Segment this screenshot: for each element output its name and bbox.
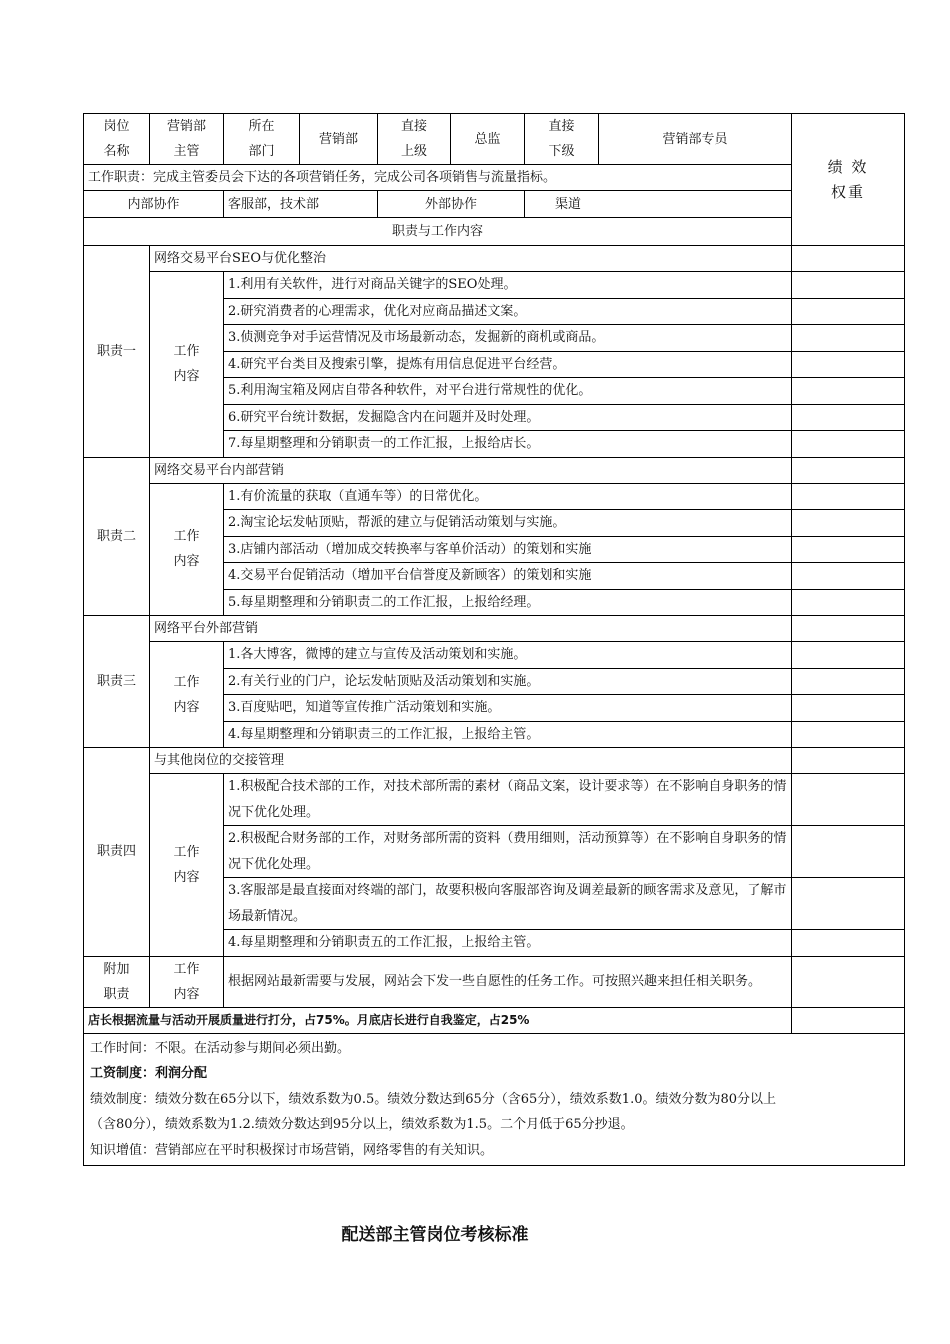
duty-item: 3.百度贴吧，知道等宣传推广活动策划和实施。: [224, 695, 792, 722]
work-content-label: 工作 内容: [150, 642, 224, 748]
work-time: 工作时间：不限。在活动参与期间必须出勤。: [90, 1040, 351, 1056]
duty-item: 3.侦测竞争对手运营情况及市场最新动态，发掘新的商机或商品。: [224, 325, 792, 352]
work-content-label: 工作 内容: [150, 483, 224, 616]
duty-title: 与其他岗位的交接管理: [150, 748, 792, 774]
weight-cell: [792, 457, 905, 483]
weight-cell: [792, 483, 905, 510]
duty-item: 3.客服部是最直接面对终端的部门，故要积极向客服部咨询及调差最新的顾客需求及意见，了解市场最新情况。: [224, 878, 792, 930]
duty-name: 职责一: [84, 246, 150, 458]
duty-item-row: [84, 642, 905, 669]
superior-label: 直接 上级: [378, 114, 451, 165]
duty-name: 职责三: [84, 616, 150, 748]
footer-notes: [84, 1033, 905, 1166]
weight-cell: [792, 272, 905, 299]
assessment-sheet: [83, 113, 904, 1166]
external-collab-label: 外部协作: [378, 191, 525, 218]
weight-cell: [792, 930, 905, 957]
weight-cell: [792, 878, 905, 930]
knowledge-growth: 知识增值：营销部应在平时积极探讨市场营销，网络零售的有关知识。: [90, 1142, 494, 1158]
duty-item: 1.各大博客，微博的建立与宣传及活动策划和实施。: [224, 642, 792, 669]
dept-value: 营销部: [300, 114, 378, 165]
weight-cell: [792, 325, 905, 352]
extra-duty-row: [84, 956, 905, 1007]
next-section-title: 配送部主管岗位考核标准: [341, 1225, 529, 1245]
weight-cell: [792, 956, 905, 1007]
duty-item: 2.积极配合财务部的工作，对财务部所需的资料（费用细则，活动预算等）在不影响自身职务的情况下优化处理。: [224, 826, 792, 878]
post-value: 营销部 主管: [150, 114, 224, 165]
weight-cell: [792, 563, 905, 590]
weight-cell: [792, 774, 905, 826]
duty-item: 5.每星期整理和分销职责二的工作汇报，上报给经理。: [224, 589, 792, 616]
duty-summary: 工作职责：完成主管委员会下达的各项营销任务，完成公司各项销售与流量指标。: [84, 165, 792, 191]
superior-value: 总监: [451, 114, 525, 165]
duty-title-row: [84, 748, 905, 774]
scoring-row: [84, 1007, 905, 1033]
weight-cell: [792, 378, 905, 405]
subordinate-label: 直接 下级: [525, 114, 599, 165]
duty-item: 1.有价流量的获取（直通车等）的日常优化。: [224, 483, 792, 510]
weight-cell: [792, 826, 905, 878]
duty-item: 4.交易平台促销活动（增加平台信誉度及新顾客）的策划和实施: [224, 563, 792, 590]
weight-cell: [792, 404, 905, 431]
salary-system: 工资制度：利润分配: [90, 1066, 208, 1081]
duty-item-row: [84, 774, 905, 826]
duty-title: 网络交易平台内部营销: [150, 457, 792, 483]
duty-item: 2.研究消费者的心理需求，优化对应商品描述文案。: [224, 298, 792, 325]
work-content-label: 工作 内容: [150, 272, 224, 458]
duty-item: 2.淘宝论坛发帖顶贴，帮派的建立与促销活动策划与实施。: [224, 510, 792, 537]
duty-item: 5.利用淘宝箱及网店自带各种软件，对平台进行常规性的优化。: [224, 378, 792, 405]
duty-item: 1.积极配合技术部的工作，对技术部所需的素材（商品文案，设计要求等）在不影响自身职务的情况下优化处理。: [224, 774, 792, 826]
weight-cell: [792, 246, 905, 272]
internal-collab-value: 客服部，技术部: [224, 191, 378, 218]
weight-cell: [792, 616, 905, 642]
duty-name: 职责二: [84, 457, 150, 616]
duty-item: 4.研究平台类目及搜索引擎，提炼有用信息促进平台经营。: [224, 351, 792, 378]
weight-header: 绩 效 权重: [792, 114, 905, 246]
duty-item: 1.利用有关软件，进行对商品关键字的SEO处理。: [224, 272, 792, 299]
duty-title: 网络交易平台SEO与优化整治: [150, 246, 792, 272]
weight-cell: [792, 668, 905, 695]
duty-title-row: [84, 457, 905, 483]
duty-item: 4.每星期整理和分销职责三的工作汇报，上报给主管。: [224, 721, 792, 748]
weight-cell: [792, 589, 905, 616]
weight-cell: [792, 695, 905, 722]
weight-cell: [792, 748, 905, 774]
assessment-table: [83, 113, 905, 1166]
duty-title-row: [84, 246, 905, 272]
duty-title: 网络平台外部营销: [150, 616, 792, 642]
extra-work-label: 工作 内容: [150, 956, 224, 1007]
subordinate-value: 营销部专员: [599, 114, 792, 165]
weight-cell: [792, 298, 905, 325]
duty-item: 2.有关行业的门户，论坛发帖顶贴及活动策划和实施。: [224, 668, 792, 695]
weight-cell: [792, 431, 905, 458]
weight-cell: [792, 721, 905, 748]
duty-item-row: [84, 483, 905, 510]
section-title-row: [84, 218, 905, 246]
footer-row: [84, 1033, 905, 1166]
weight-cell: [792, 351, 905, 378]
weight-cell: [792, 510, 905, 537]
dept-label: 所在 部门: [224, 114, 300, 165]
extra-duty-name: 附加 职责: [84, 956, 150, 1007]
weight-cell: [792, 1007, 905, 1033]
weight-cell: [792, 536, 905, 563]
scoring-text: 店长根据流量与活动开展质量进行打分，占75%。月底店长进行自我鉴定，占25%: [84, 1007, 792, 1033]
post-label: 岗位 名称: [84, 114, 150, 165]
work-content-label: 工作 内容: [150, 774, 224, 957]
duty-item: 3.店铺内部活动（增加成交转换率与客单价活动）的策划和实施: [224, 536, 792, 563]
performance-system: 绩效制度：绩效分数在65分以下，绩效系数为0.5。绩效分数达到65分（含65分），绩效系数1.0。绩效分数为80分以上（含80分），绩效系数为1.2.绩效分数达到95分以上，绩效系数为1.5。二个月低于65分抄退。: [90, 1091, 777, 1132]
duty-item: 4.每星期整理和分销职责五的工作汇报，上报给主管。: [224, 930, 792, 957]
external-collab-value: 渠道: [525, 191, 792, 218]
duty-name: 职责四: [84, 748, 150, 957]
section-title: 职责与工作内容: [84, 218, 792, 246]
duty-item: 6.研究平台统计数据，发掘隐含内在问题并及时处理。: [224, 404, 792, 431]
collab-row: [84, 191, 905, 218]
internal-collab-label: 内部协作: [84, 191, 224, 218]
duty-item-row: [84, 272, 905, 299]
duty-item: 7.每星期整理和分销职责一的工作汇报，上报给店长。: [224, 431, 792, 458]
header-row: [84, 114, 905, 165]
duty-summary-row: [84, 165, 905, 191]
weight-cell: [792, 642, 905, 669]
duty-title-row: [84, 616, 905, 642]
extra-duty-content: 根据网站最新需要与发展，网站会下发一些自愿性的任务工作。可按照兴趣来担任相关职务。: [224, 956, 792, 1007]
